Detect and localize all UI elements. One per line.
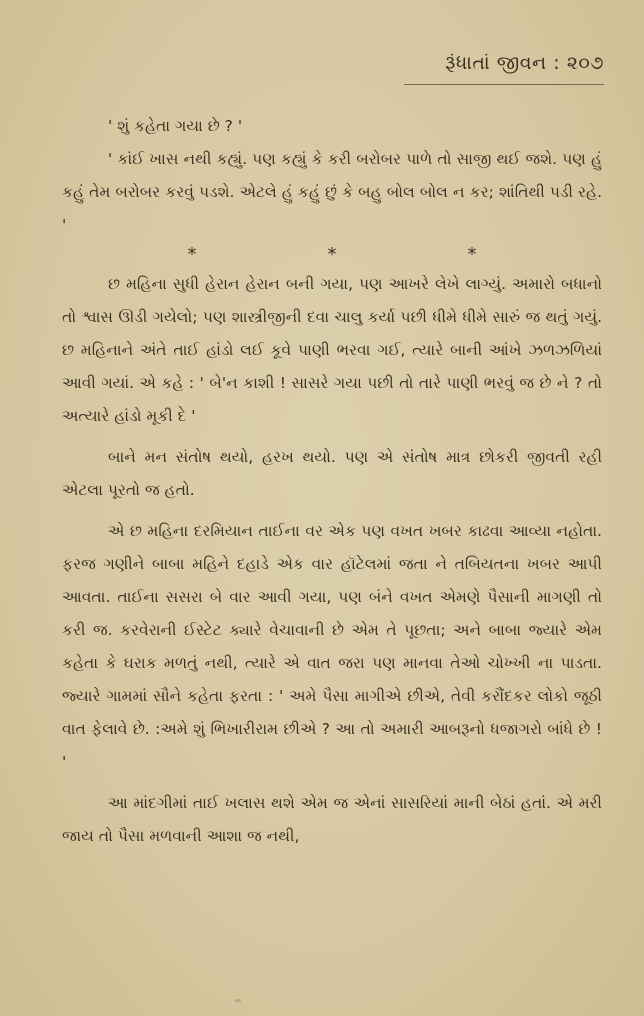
asterisk: * — [327, 244, 337, 265]
running-header: રૂંધાતાં જીવન : ૨૦૭ — [445, 52, 604, 74]
paragraph: આ માંદગીમાં તાઈ ખલાસ થશે એમ જ એનાં સાસરિયાં માની બેઠાં હતાં. એ મરી જાય તો પૈસા મળવાની આશા જ નથી, — [62, 794, 602, 845]
asterisk: * — [467, 244, 477, 265]
paragraph: છ મહિના સુધી હેરાન હેરાન બની ગયા, પણ આખરે લેખે લાગ્યું. અમારો બધાનો તો શ્વાસ ઊડી ગયેલો; પણ શાસ્ત્રીજીની દવા ચાલુ કર્યા પછી ધીમે ધીમે સારું જ થતું ગયું. છ મહિનાને અંતે તાઈ હાંડો લઈ કૂવે પાણી ભરવા ગઈ, ત્યારે બાની આંખે ઝળઝળિયાં આવી ગયાં. એ કહે : ' બે'ન કાશી ! સાસરે ગયા પછી તો તારે પાણી ભરવું જ છે ને ? તો અત્યારે હાંડો મૂકી દે ' — [62, 275, 602, 425]
asterisk: * — [187, 244, 197, 265]
page-speck — [235, 999, 241, 1002]
paragraph: ' કાંઈ ખાસ નથી કહ્યું. પણ કહ્યું કે કરી બરોબર પાળે તો સાજી થઈ જશે. પણ હું કહું તેમ બરોબર કરવું પડશે. એટલે હું કહું છું કે બહુ બોલ બોલ ન કર; શાંતિથી પડી રહે. ' — [62, 150, 602, 234]
section-separator — [62, 242, 602, 268]
paragraph: ' શું કહેતા ગયા છે ? ' — [108, 117, 243, 135]
body-text — [62, 110, 602, 853]
paragraph: બાને મન સંતોષ થયો, હરખ થયો. પણ એ સંતોષ માત્ર છોકરી જીવતી રહી એટલા પૂરતો જ હતો. — [62, 448, 602, 499]
header-underline — [404, 84, 604, 85]
paragraph: એ છ મહિના દરમિયાન તાઈના વર એક પણ વખત ખબર કાઢવા આવ્યા નહોતા. ફરજ ગણીને બાબા મહિને દહાડે એક વાર હૉટેલમાં જતા ને તબિયતના ખબર આપી આવતા. તાઈના સસરા બે વાર આવી ગયા, પણ બંને વખત એમણે પૈસાની માગણી તો કરી જ. કરવેરાની ઈસ્ટેટ ક્યારે વેચાવાની છે એમ તે પૂછતા; અને બાબા જ્યારે એમ કહેતા કે ઘરાક મળતું નથી, ત્યારે એ વાત જરા પણ માનવા તેઓ ચોખ્ખી ના પાડતા. જ્યારે ગામમાં સૌને કહેતા ફરતા : ' અમે પૈસા માગીએ છીએ, તેવી કરૌંદકર લોકો જૂઠી વાત ફેલાવે છે. :અમે શું ભિખારીરામ છીએ ? આ તો અમારી આબરૂનો ધજાગરો બાંધે છે ! ' — [62, 522, 602, 771]
